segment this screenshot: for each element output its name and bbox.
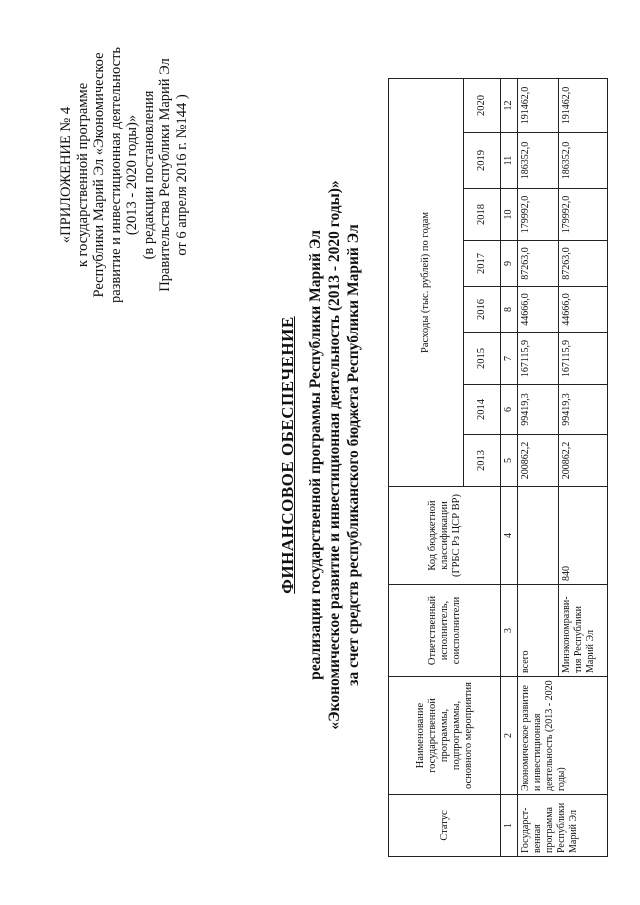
row-value: 191462,0 (518, 78, 559, 132)
financing-table (388, 78, 608, 857)
row-value: 44666,0 (518, 287, 559, 333)
row-value: 200862,2 (518, 435, 559, 487)
row-name: Экономическое развитие и инвестиционная деятельность (2013 - 2020 годы) (518, 677, 608, 795)
column-number: 9 (501, 241, 518, 287)
column-number: 2 (501, 677, 518, 795)
column-number: 11 (501, 133, 518, 189)
row-value: 191462,0 (559, 78, 608, 132)
row-value: 167115,9 (518, 333, 559, 385)
column-number: 6 (501, 385, 518, 435)
heading-line-2: «Экономическое развитие и инвестиционная деятельность (2013 - 2020 годы)» (326, 180, 343, 730)
appendix-line: Республики Марий Эл «Экономическое (91, 52, 107, 298)
header-budget-code (389, 487, 501, 585)
header-year: 2019 (464, 133, 501, 189)
header-status: Статус (389, 795, 501, 857)
header-year: 2014 (464, 385, 501, 435)
appendix-block (58, 40, 190, 310)
row-value: 99419,3 (559, 385, 608, 435)
appendix-line: «ПРИЛОЖЕНИЕ № 4 (58, 106, 74, 244)
appendix-line: (2013 - 2020 годы)» (124, 114, 140, 236)
document-title: ФИНАНСОВОЕ ОБЕСПЕЧЕНИЕ (278, 316, 297, 594)
header-year: 2013 (464, 435, 501, 487)
row-value: 87263,0 (559, 241, 608, 287)
header-expenses: Расходы (тыс. рублей) по годам (389, 78, 464, 486)
header-year: 2017 (464, 241, 501, 287)
header-name: Наименование государственной программы, подпрограммы, основного мероприятия (389, 677, 501, 795)
appendix-line: к государственной программе (74, 82, 91, 268)
row-code (518, 487, 559, 585)
column-number: 5 (501, 435, 518, 487)
column-number: 12 (501, 78, 518, 132)
header-year: 2018 (464, 189, 501, 241)
column-number: 1 (501, 795, 518, 857)
row-value: 186352,0 (559, 133, 608, 189)
document-heading (278, 15, 363, 895)
appendix-line: развитие и инвестиционная деятельность (107, 46, 124, 304)
row-value: 167115,9 (559, 333, 608, 385)
header-year: 2015 (464, 333, 501, 385)
row-value: 44666,0 (559, 287, 608, 333)
column-number: 4 (501, 487, 518, 585)
column-number-row (501, 78, 518, 856)
appendix-line: (в редакции постановления (140, 90, 157, 260)
appendix-line: от 6 апреля 2016 г. №144 ) (173, 94, 190, 256)
column-number: 10 (501, 189, 518, 241)
header-budget-code-parts: (ГРБС Рз ЦСР ВР) (450, 494, 462, 577)
row-value: 179992,0 (559, 189, 608, 241)
row-status: Государст-венная программа Республики Марий Эл (518, 795, 608, 857)
row-executor: всего (518, 585, 559, 677)
heading-line-3: за счет средств республиканского бюджета Республики Марий Эл (345, 224, 362, 686)
header-executor: Ответственный исполнитель, соисполнители (389, 585, 501, 677)
header-budget-code-title: Код бюджетной классификации (426, 500, 450, 571)
row-code: 840 (559, 487, 608, 585)
row-value: 179992,0 (518, 189, 559, 241)
rotated-document-page (10, 15, 630, 895)
column-number: 8 (501, 287, 518, 333)
heading-line-1: реализации государственной программы Республики Марий Эл (307, 230, 324, 680)
header-year: 2016 (464, 287, 501, 333)
row-executor: Минэкономразви-тия Республики Марий Эл (559, 585, 608, 677)
row-value: 99419,3 (518, 385, 559, 435)
row-value: 200862,2 (559, 435, 608, 487)
row-value: 186352,0 (518, 133, 559, 189)
header-year: 2020 (464, 78, 501, 132)
column-number: 3 (501, 585, 518, 677)
appendix-line: Правительства Республики Марий Эл (157, 58, 173, 292)
row-value: 87263,0 (518, 241, 559, 287)
table-row (518, 78, 559, 856)
column-number: 7 (501, 333, 518, 385)
